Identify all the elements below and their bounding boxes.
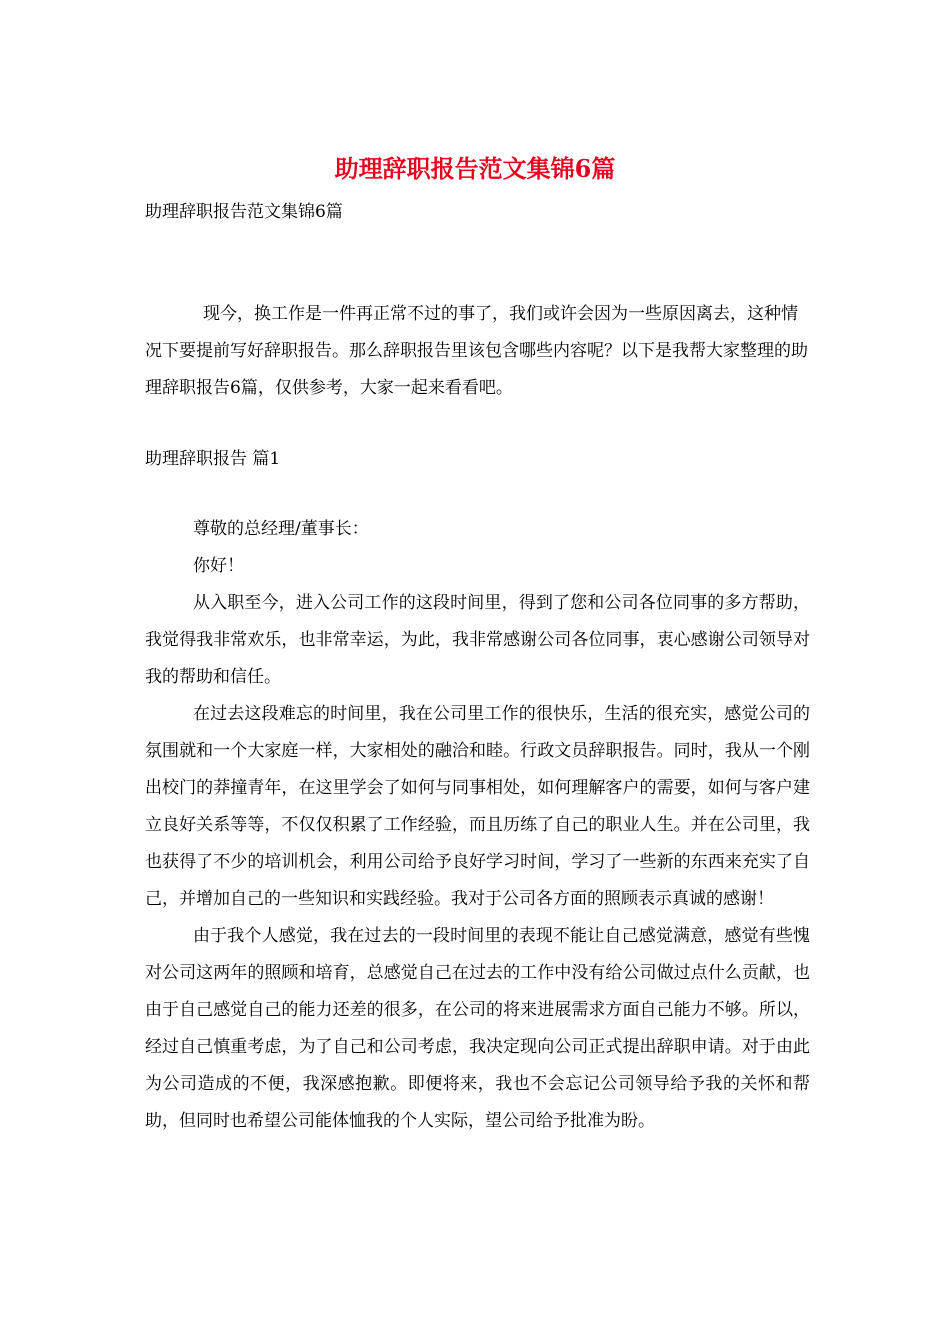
section-heading: 助理辞职报告 篇1 <box>145 449 281 469</box>
letter-salutation: 尊敬的总经理/董事长： <box>193 519 369 539</box>
letter-greeting: 你好！ <box>193 556 244 576</box>
letter-body <box>145 511 810 1140</box>
document-title: 助理辞职报告范文集锦6篇 <box>334 154 616 183</box>
document-subtitle: 助理辞职报告范文集锦6篇 <box>145 202 343 222</box>
letter-paragraph: 在过去这段难忘的时间里，我在公司里工作的很快乐，生活的很充实，感觉公司的氛围就和一个大家庭一样，大家相处的融洽和睦。行政文员辞职报告。同时，我从一个刚出校门的莽撞青年，在这里学会了如何与同事相处，如何理解客户的需要，如何与客户建立良好关系等等，不仅仅积累了工作经验，而且历练了自己的职业人生。并在公司里，我也获得了不少的培训机会，利用公司给予良好学习时间，学习了一些新的东西来充实了自己，并增加自己的一些知识和实践经验。我对于公司各方面的照顾表示真诚的感谢！ <box>145 704 810 909</box>
intro-paragraph: 现今，换工作是一件再正常不过的事了，我们或许会因为一些原因离去，这种情况下要提前写好辞职报告。那么辞职报告里该包含哪些内容呢？以下是我帮大家整理的助理辞职报告6篇，仅供参考，大家一起来看看吧。 <box>145 304 808 398</box>
letter-paragraph: 由于我个人感觉，我在过去的一段时间里的表现不能让自己感觉满意，感觉有些愧对公司这两年的照顾和培育，总感觉自己在过去的工作中没有给公司做过点什么贡献，也由于自己感觉自己的能力还差的很多，在公司的将来进展需求方面自己能力不够。所以，经过自己慎重考虑，为了自己和公司考虑，我决定现向公司正式提出辞职申请。对于由此为公司造成的不便，我深感抱歉。即便将来，我也不会忘记公司领导给予我的关怀和帮助，但同时也希望公司能体恤我的个人实际，望公司给予批准为盼。 <box>145 926 810 1131</box>
letter-paragraph: 从入职至今，进入公司工作的这段时间里，得到了您和公司各位同事的多方帮助，我觉得我非常欢乐，也非常幸运，为此，我非常感谢公司各位同事，衷心感谢公司领导对我的帮助和信任。 <box>145 593 810 687</box>
